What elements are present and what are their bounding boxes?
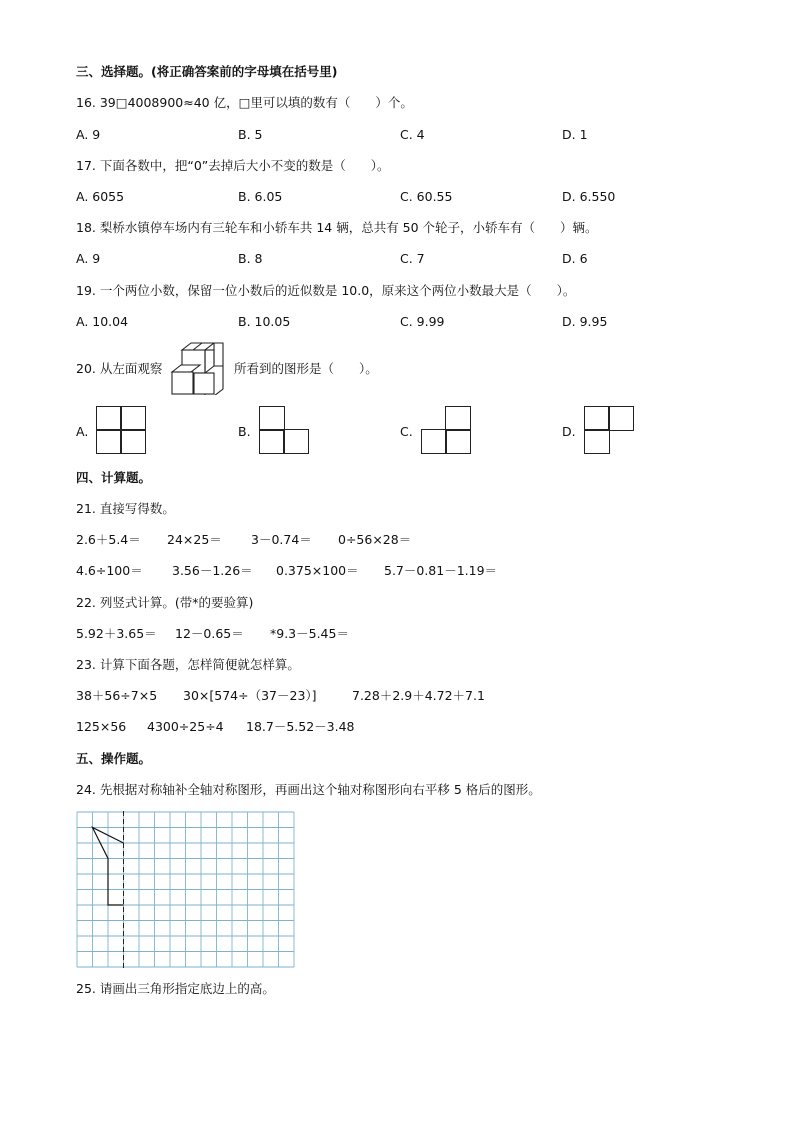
q18-option-b: B. 8 — [238, 251, 263, 266]
question-22: 22. 列竖式计算。(带*的要验算) — [76, 595, 254, 610]
q23-item-3: 7.28＋2.9＋4.72＋7.1 — [352, 688, 485, 703]
q20-option-d-figure — [584, 406, 634, 454]
question-21: 21. 直接写得数。 — [76, 501, 175, 516]
q17-option-b: B. 6.05 — [238, 189, 283, 204]
q20-option-b-figure — [259, 406, 309, 454]
question-17: 17. 下面各数中，把“0”去掉后大小不变的数是（ ）。 — [76, 158, 390, 173]
q22-item-1: 5.92＋3.65＝ — [76, 626, 157, 641]
q17-option-a: A. 6055 — [76, 189, 125, 204]
q16-option-c: C. 4 — [400, 127, 425, 142]
question-20-suffix: 所看到的图形是（ ）。 — [234, 361, 378, 376]
q21-item-2: 24×25＝ — [167, 532, 222, 547]
q21-item-1: 2.6＋5.4＝ — [76, 532, 141, 547]
q16-option-a: A. 9 — [76, 127, 101, 142]
q23-item-1: 38＋56÷7×5 — [76, 688, 158, 703]
q22-item-3: *9.3－5.45＝ — [270, 626, 349, 641]
q18-option-a: A. 9 — [76, 251, 101, 266]
q19-option-d: D. 9.95 — [562, 314, 608, 329]
q21-item-7: 0.375×100＝ — [276, 563, 359, 578]
q20-option-c: C. — [400, 424, 413, 439]
q19-option-b: B. 10.05 — [238, 314, 291, 329]
q20-option-b: B. — [238, 424, 251, 439]
question-19: 19. 一个两位小数，保留一位小数后的近似数是 10.0，原来这个两位小数最大是（ ）。 — [76, 283, 576, 298]
cube-stack-figure — [170, 341, 228, 395]
q21-item-3: 3－0.74＝ — [251, 532, 312, 547]
section-5-heading: 五、操作题。 — [76, 751, 152, 766]
q20-option-c-figure — [421, 406, 471, 454]
question-24: 24. 先根据对称轴补全轴对称图形，再画出这个轴对称图形向右平移 5 格后的图形。 — [76, 782, 541, 797]
drawing-grid — [76, 811, 296, 968]
q20-option-a: A. — [76, 424, 89, 439]
q20-option-a-figure — [96, 406, 146, 454]
q21-item-4: 0÷56×28＝ — [338, 532, 412, 547]
q17-option-c: C. 60.55 — [400, 189, 453, 204]
q16-option-d: D. 1 — [562, 127, 588, 142]
q23-item-4: 125×56 — [76, 719, 127, 734]
q20-option-d: D. — [562, 424, 576, 439]
q21-item-8: 5.7－0.81－1.19＝ — [384, 563, 498, 578]
q23-item-5: 4300÷25÷4 — [147, 719, 224, 734]
q16-option-b: B. 5 — [238, 127, 263, 142]
question-18: 18. 梨桥水镇停车场内有三轮车和小轿车共 14 辆，总共有 50 个轮子，小轿车有（ ）辆。 — [76, 220, 598, 235]
question-25: 25. 请画出三角形指定底边上的高。 — [76, 981, 275, 996]
section-3-heading: 三、选择题。(将正确答案前的字母填在括号里) — [76, 64, 338, 79]
q23-item-2: 30×[574÷（37－23）] — [183, 688, 317, 703]
question-16: 16. 39□4008900≈40 亿，□里可以填的数有（ ）个。 — [76, 95, 413, 110]
q19-option-a: A. 10.04 — [76, 314, 129, 329]
question-23: 23. 计算下面各题，怎样简便就怎样算。 — [76, 657, 300, 672]
q21-item-5: 4.6÷100＝ — [76, 563, 143, 578]
section-4-heading: 四、计算题。 — [76, 470, 152, 485]
q21-item-6: 3.56－1.26＝ — [172, 563, 253, 578]
q19-option-c: C. 9.99 — [400, 314, 445, 329]
q18-option-c: C. 7 — [400, 251, 425, 266]
q17-option-d: D. 6.550 — [562, 189, 616, 204]
q18-option-d: D. 6 — [562, 251, 588, 266]
q23-item-6: 18.7－5.52－3.48 — [246, 719, 355, 734]
question-20-prefix: 20. 从左面观察 — [76, 361, 163, 376]
q22-item-2: 12－0.65＝ — [175, 626, 244, 641]
